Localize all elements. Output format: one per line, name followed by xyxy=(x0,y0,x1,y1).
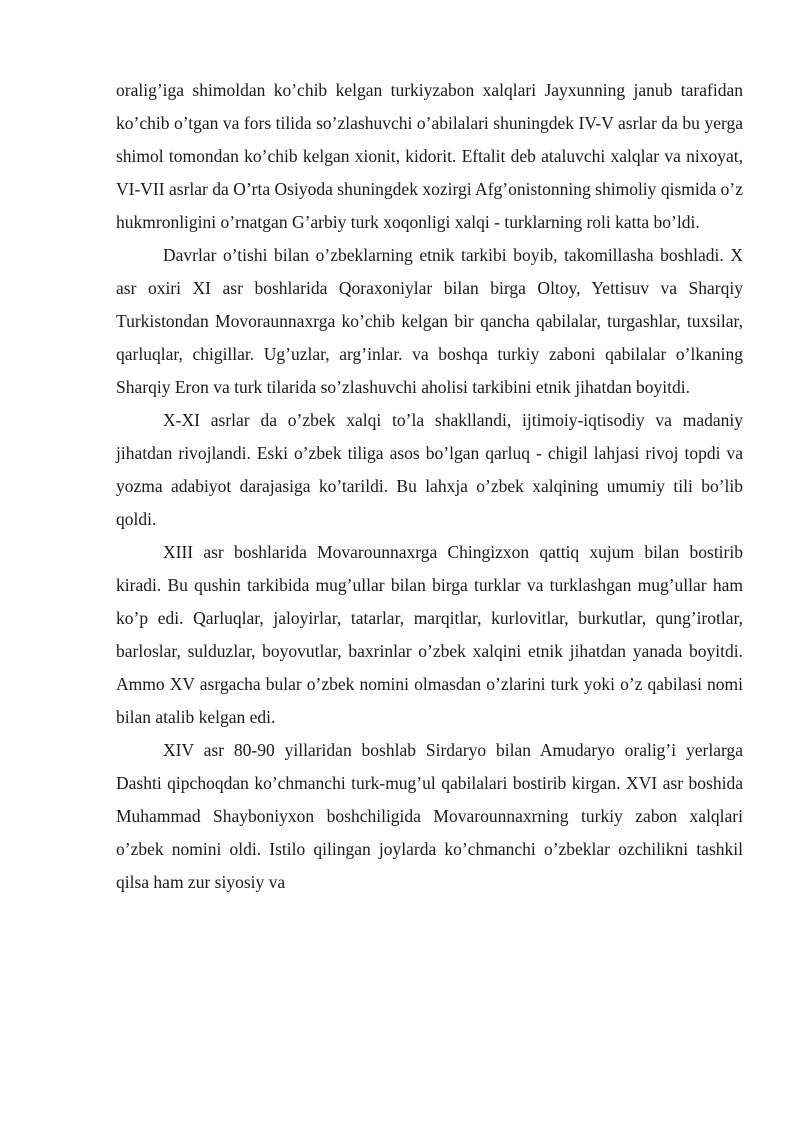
paragraph-5: XIV asr 80-90 yillaridan boshlab Sirdaryo bilan Amudaryo oralig’i yerlarga Dashti qipchoqdan ko’chmanchi turk-mug’ul qabilalari bostirib kirgan. XVI asr boshida Muhammad Shayboniyxon boshchiligida Movarounnaxrning turkiy zabon xalqlari o’zbek nomini oldi. Istilo qilingan joylarda ko’chmanchi o’zbeklar ozchilikni tashkil qilsa ham zur siyosiy va xyxy=(116,740,743,892)
paragraph-3: X-XI asrlar da o’zbek xalqi to’la shakllandi, ijtimoiy-iqtisodiy va madaniy jihatdan rivojlandi. Eski o’zbek tiliga asos bo’lgan qarluq - chigil lahjasi rivoj topdi va yozma adabiyot darajasiga ko’tarildi. Bu lahxja o’zbek xalqining umumiy tili bo’lib qoldi. xyxy=(116,410,743,529)
document-page xyxy=(116,74,743,899)
paragraph-2: Davrlar o’tishi bilan o’zbeklarning etnik tarkibi boyib, takomillasha boshladi. X asr oxiri XI asr boshlarida Qoraxoniylar bilan birga Oltoy, Yettisuv va Sharqiy Turkistondan Movoraunnaxrga ko’chib kelgan bir qancha qabilalar, turgashlar, tuxsilar, qarluqlar, chigillar. Ug’uzlar, arg’inlar. va boshqa turkiy zaboni qabilalar o’lkaning Sharqiy Eron va turk tilarida so’zlashuvchi aholisi tarkibini etnik jihatdan boyitdi. xyxy=(116,245,743,397)
paragraph-1: oralig’iga shimoldan ko’chib kelgan turkiyzabon xalqlari Jayxunning janub tarafidan ko’chib o’tgan va fors tilida so’zlashuvchi o’abilalari shuningdek IV-V asrlar da bu yerga shimol tomondan ko’chib kelgan xionit, kidorit. Eftalit deb ataluvchi xalqlar va nixoyat, VI-VII asrlar da O’rta Osiyoda shuningdek xozirgi Afg’onistonning shimoliy qismida o’z hukmronligini o’rnatgan G’arbiy turk xoqonligi xalqi - turklarning roli katta bo’ldi. xyxy=(116,80,743,232)
paragraph-4: XIII asr boshlarida Movarounnaxrga Chingizxon qattiq xujum bilan bostirib kiradi. Bu qushin tarkibida mug’ullar bilan birga turklar va turklashgan mug’ullar ham ko’p edi. Qarluqlar, jaloyirlar, tatarlar, marqitlar, kurlovitlar, burkutlar, qung’irotlar, barloslar, sulduzlar, boyovutlar, baxrinlar o’zbek xalqini etnik jihatdan yanada boyitdi. Ammo XV asrgacha bular o’zbek nomini olmasdan o’zlarini turk yoki o’z qabilasi nomi bilan atalib kelgan edi. xyxy=(116,542,743,727)
